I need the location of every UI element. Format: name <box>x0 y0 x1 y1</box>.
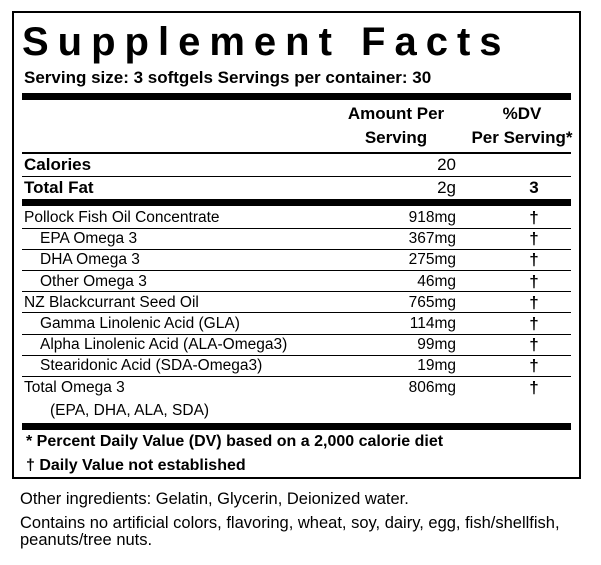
dv-not-established-footnote: † Daily Value not established <box>26 457 246 474</box>
nutrient-amount: 19mg <box>417 357 456 375</box>
total-fat-row <box>22 177 571 198</box>
nutrient-label: Total Omega 3 <box>24 378 125 396</box>
nutrient-label: Gamma Linolenic Acid (GLA) <box>40 315 240 332</box>
allergen-statement: Contains no artificial colors, flavoring, wheat, soy, dairy, egg, fish/shellfish, peanuts/tree nuts. <box>20 514 560 549</box>
nutrient-dv: † <box>529 229 539 249</box>
nutrient-amount: 918mg <box>408 209 456 226</box>
nutrient-dv: † <box>529 335 539 355</box>
nutrient-amount: 46mg <box>417 272 456 290</box>
total-fat-amount: 2g <box>437 178 456 197</box>
nutrient-row <box>22 334 571 355</box>
nutrient-dv: † <box>529 250 539 270</box>
nutrient-label: Stearidonic Acid (SDA-Omega3) <box>40 357 263 375</box>
nutrient-row <box>22 355 571 376</box>
nutrient-amount: 367mg <box>408 230 456 248</box>
nutrient-row <box>22 249 571 270</box>
nutrient-dv: † <box>529 271 539 291</box>
nutrient-label: DHA Omega 3 <box>40 251 140 269</box>
nutrient-amount: 99mg <box>417 336 456 354</box>
nutrient-dv: † <box>529 208 539 227</box>
nutrient-dv: † <box>529 314 539 333</box>
nutrient-dv: † <box>529 292 539 312</box>
total-fat-dv: 3 <box>529 178 539 197</box>
total-fat-label: Total Fat <box>24 178 94 197</box>
panel-title: Supplement Facts <box>22 20 511 64</box>
nutrient-label: NZ Blackcurrant Seed Oil <box>24 293 199 311</box>
nutrient-amount: 275mg <box>408 251 456 269</box>
amount-header-line1: Amount Per <box>347 104 445 123</box>
nutrient-amount: 114mg <box>409 315 456 332</box>
calories-label: Calories <box>24 155 92 174</box>
amount-header <box>334 102 458 150</box>
nutrient-label: Pollock Fish Oil Concentrate <box>24 209 220 226</box>
calories-row <box>22 154 571 175</box>
serving-info: Serving size: 3 softgels Servings per container: 30 <box>24 68 432 87</box>
nutrient-dv: † <box>529 356 539 376</box>
nutrients-rule <box>22 199 571 206</box>
nutrient-row <box>22 377 571 398</box>
supplement-facts-panel <box>12 11 581 479</box>
calories-amount: 20 <box>437 155 456 174</box>
footnote-rule <box>22 423 571 430</box>
nutrient-row <box>22 313 571 334</box>
nutrient-amount: 806mg <box>408 378 456 396</box>
dv-header <box>462 102 582 150</box>
dv-header-line1: %DV <box>502 104 542 123</box>
total-omega-subtext: (EPA, DHA, ALA, SDA) <box>50 402 210 419</box>
amount-header-line2: Serving <box>364 128 428 147</box>
other-ingredients: Other ingredients: Gelatin, Glycerin, Deionized water. <box>20 490 409 508</box>
percent-dv-footnote: * Percent Daily Value (DV) based on a 2,000 calorie diet <box>26 433 444 450</box>
nutrient-row <box>22 228 571 249</box>
nutrient-row <box>22 207 571 228</box>
nutrient-dv: † <box>529 377 539 397</box>
nutrient-row <box>22 271 571 292</box>
nutrient-label: EPA Omega 3 <box>40 230 138 248</box>
nutrient-row <box>22 292 571 313</box>
header-rule <box>22 93 571 100</box>
nutrient-label: Other Omega 3 <box>40 272 147 290</box>
nutrient-label: Alpha Linolenic Acid (ALA-Omega3) <box>40 336 288 354</box>
nutrient-amount: 765mg <box>408 293 456 311</box>
dv-header-line2: Per Serving* <box>471 128 573 147</box>
